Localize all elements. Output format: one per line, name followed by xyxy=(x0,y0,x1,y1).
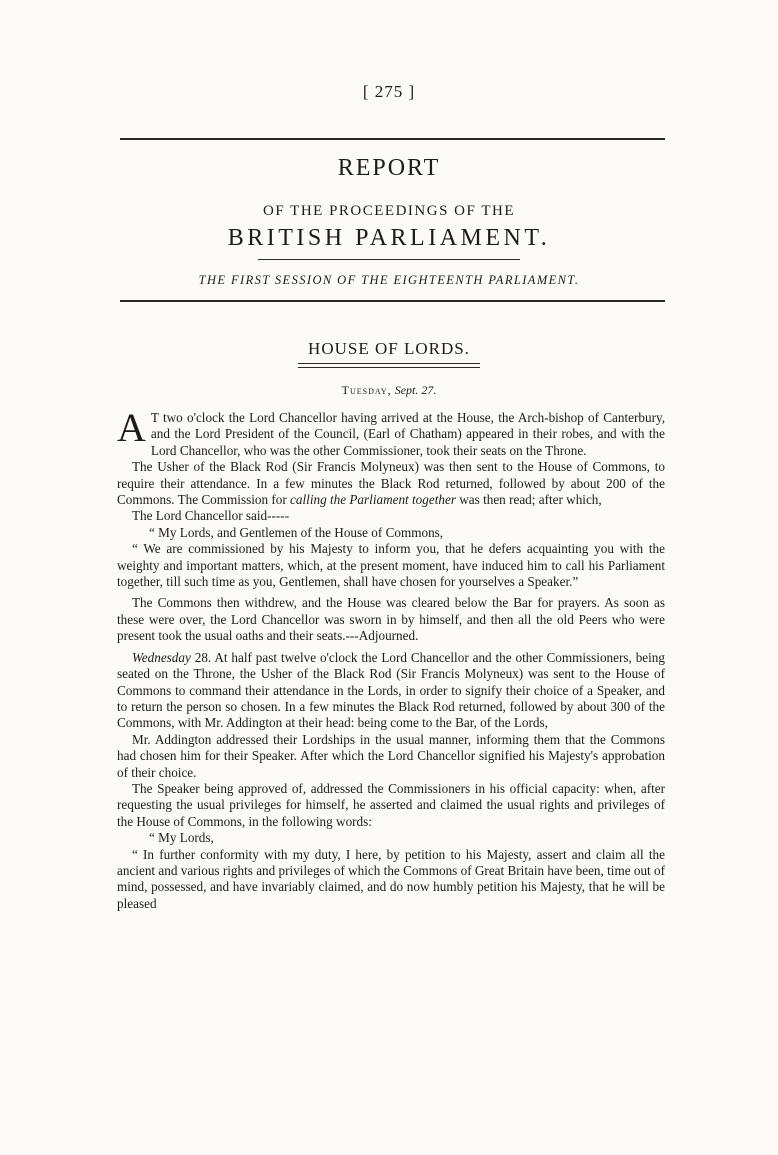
paragraph-2-italic: calling the Parliament together xyxy=(290,492,456,508)
paragraph-5: “ We are commissioned by his Majesty to inform you, that he defers acquainting you with the weighty and important matters, which, at the present moment, have induced him to call his Parliament together, till such time as you, Gentlemen, shall have chosen for yourselves a Speaker.” xyxy=(117,541,665,590)
paragraph-2 xyxy=(117,459,665,508)
paragraph-2-text-b: was then read; after which, xyxy=(455,492,602,508)
paragraph-8: Mr. Addington addressed their Lordships in the usual manner, informing them that the Commons had chosen him for their Speaker. After which the Lord Chancellor signified his Majesty's approbation of their choice. xyxy=(117,731,665,780)
session-title: THE FIRST SESSION OF THE EIGHTEENTH PARLIAMENT. xyxy=(198,273,580,287)
report-title: REPORT xyxy=(337,155,441,181)
paragraph-6: The Commons then withdrew, and the House was cleared below the Bar for prayers. As soon as these were over, the Lord Chancellor was sworn in by himself, and then all the old Peers who were present took the usual oaths and their seats.---Adjourned. xyxy=(117,595,665,644)
top-double-rule xyxy=(120,138,665,140)
paragraph-1 xyxy=(117,405,665,459)
paragraph-4: “ My Lords, and Gentlemen of the House of Commons, xyxy=(149,524,444,540)
paragraph-10: “ My Lords, xyxy=(149,830,214,846)
date-rest: Sept. 27. xyxy=(394,383,437,397)
paragraph-7 xyxy=(117,650,665,732)
paragraph-2-text-a: The Usher of the Black Rod (Sir Francis Molyneux) was then sent to the House of Commons, to require their attendance. In a few minutes the Black Rod returned, followed by about 200 of the Commons. The Commission for xyxy=(117,459,665,508)
mid-double-rule xyxy=(120,300,665,302)
date-day: Tuesday, xyxy=(341,383,392,397)
house-heading: HOUSE OF LORDS. xyxy=(308,339,470,358)
article-body xyxy=(117,405,665,912)
proceedings-subtitle: OF THE PROCEEDINGS OF THE xyxy=(263,203,515,219)
drop-cap: A xyxy=(117,405,146,450)
paragraph-7-date: Wednesday xyxy=(132,649,191,665)
heading-rule-2 xyxy=(298,367,480,368)
page-number: [ 275 ] xyxy=(362,82,416,101)
heading-rule-1 xyxy=(298,363,480,364)
paragraph-11: “ In further conformity with my duty, I here, by petition to his Majesty, assert and claim all the ancient and various rights and privileges of which the Commons of Great Britain have been, time out of mind, possessed, and have invariably claimed, and do now humbly petition his Majesty, that he will be pleased xyxy=(117,846,665,911)
paragraph-7-text: 28. At half past twelve o'clock the Lord Chancellor and the other Commissioners, being seated on the Throne, the Usher of the Black Rod (Sir Francis Molyneux) was sent to the House of Commons to command their attendance in the Lords, in order to signify their choice of a Speaker, and to return the person so chosen. In a few minutes the Black Rod returned, followed by about 300 of the Commons, with Mr. Addington at their head: being come to the Bar, of the Lords, xyxy=(117,649,665,731)
date-line xyxy=(0,383,778,398)
paragraph-9: The Speaker being approved of, addressed the Commissioners in his official capacity: when, after requesting the usual privileges for himself, he asserted and claimed the usual rights and privileges of the House of Commons, in the following words: xyxy=(117,780,665,829)
short-rule xyxy=(258,259,520,260)
paragraph-3: The Lord Chancellor said----- xyxy=(132,508,290,524)
paragraph-1-text: T two o'clock the Lord Chancellor having arrived at the House, the Arch-bishop of Canterbury, and the Lord President of the Council, (Earl of Chatham) appeared in their robes, and with the Lord Chancellor, who was the other Commissioner, took their seats on the Throne. xyxy=(150,410,665,458)
parliament-title: BRITISH PARLIAMENT. xyxy=(227,225,551,251)
